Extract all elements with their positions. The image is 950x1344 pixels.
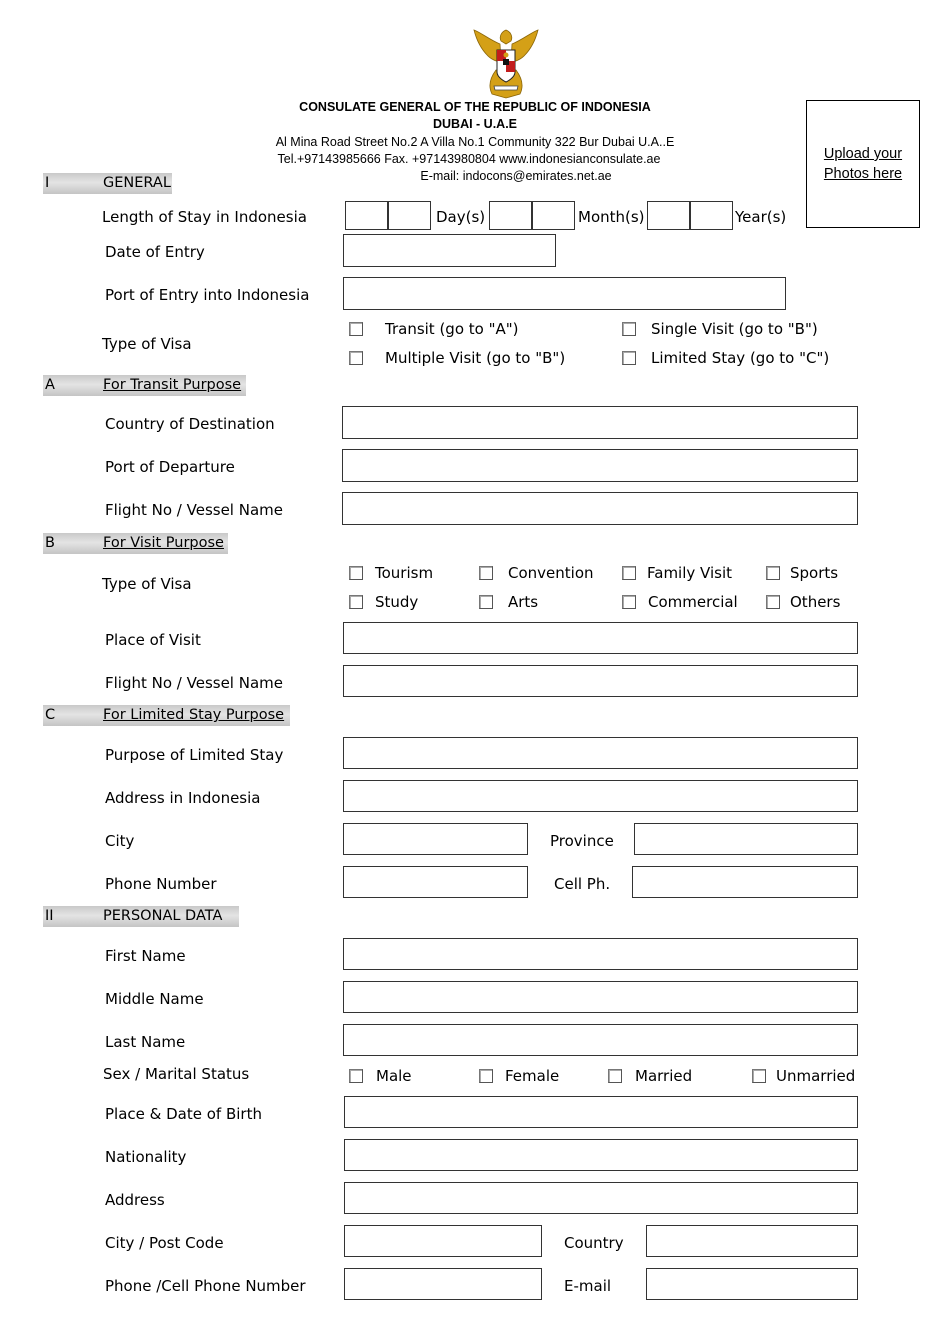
consulate-address: Al Mina Road Street No.2 A Villa No.1 Community 322 Bur Dubai U.A..E xyxy=(275,135,675,149)
visit-tourism-checkbox[interactable] xyxy=(349,566,363,580)
address-indonesia-label: Address in Indonesia xyxy=(105,789,261,807)
country-field[interactable] xyxy=(646,1225,858,1257)
country-of-destination-label: Country of Destination xyxy=(105,415,275,433)
photo-upload-area[interactable] xyxy=(806,100,920,228)
visit-sports-label: Sports xyxy=(790,564,839,582)
visit-arts-checkbox[interactable] xyxy=(479,595,493,609)
port-of-departure-field[interactable] xyxy=(342,449,858,482)
visit-tourism-label: Tourism xyxy=(375,564,434,582)
stay-day-digit-1[interactable] xyxy=(345,201,388,230)
visit-family-checkbox[interactable] xyxy=(622,566,636,580)
visa-limited-stay-label: Limited Stay (go to "C") xyxy=(651,349,830,367)
section-number: I xyxy=(45,175,50,191)
place-of-visit-field[interactable] xyxy=(343,622,858,654)
section-title: For Transit Purpose xyxy=(103,377,242,393)
nationality-label: Nationality xyxy=(105,1148,187,1166)
cell-ph-label: Cell Ph. xyxy=(554,875,611,893)
visit-commercial-label: Commercial xyxy=(648,593,738,611)
limited-city-field[interactable] xyxy=(343,823,528,855)
type-of-visa-label: Type of Visa xyxy=(102,335,192,353)
port-of-departure-label: Port of Departure xyxy=(105,458,235,476)
status-unmarried-checkbox[interactable] xyxy=(752,1069,766,1083)
visit-convention-label: Convention xyxy=(508,564,594,582)
cell-ph-field[interactable] xyxy=(632,866,858,898)
city-post-code-label: City / Post Code xyxy=(105,1234,224,1252)
consulate-contact: Tel.+97143985666 Fax. +97143980804 www.indonesianconsulate.ae xyxy=(277,152,661,166)
place-date-birth-label: Place & Date of Birth xyxy=(105,1105,262,1123)
section-visit-header xyxy=(43,533,228,554)
limited-phone-label: Phone Number xyxy=(105,875,217,893)
section-number: A xyxy=(45,377,55,393)
garuda-emblem-icon xyxy=(470,26,542,100)
visit-type-of-visa-label: Type of Visa xyxy=(102,575,192,593)
section-number: II xyxy=(45,908,54,924)
last-name-field[interactable] xyxy=(343,1024,858,1056)
purpose-limited-stay-field[interactable] xyxy=(343,737,858,769)
consulate-email: E-mail: indocons@emirates.net.ae xyxy=(420,169,612,183)
transit-flight-label: Flight No / Vessel Name xyxy=(105,501,284,519)
country-label: Country xyxy=(564,1234,624,1252)
visit-study-label: Study xyxy=(375,593,419,611)
section-number: B xyxy=(45,535,55,551)
sex-female-label: Female xyxy=(505,1067,560,1085)
visa-multiple-visit-label: Multiple Visit (go to "B") xyxy=(385,349,566,367)
sex-male-checkbox[interactable] xyxy=(349,1069,363,1083)
visit-commercial-checkbox[interactable] xyxy=(622,595,636,609)
status-married-label: Married xyxy=(635,1067,693,1085)
visa-transit-label: Transit (go to "A") xyxy=(385,320,519,338)
address-field[interactable] xyxy=(344,1182,858,1214)
section-title: PERSONAL DATA xyxy=(103,908,223,924)
visit-convention-checkbox[interactable] xyxy=(479,566,493,580)
visit-arts-label: Arts xyxy=(508,593,539,611)
stay-year-digit-2[interactable] xyxy=(690,201,733,230)
visit-flight-field[interactable] xyxy=(343,665,858,697)
middle-name-field[interactable] xyxy=(343,981,858,1013)
visit-sports-checkbox[interactable] xyxy=(766,566,780,580)
place-of-visit-label: Place of Visit xyxy=(105,631,201,649)
province-field[interactable] xyxy=(634,823,858,855)
sex-marital-label: Sex / Marital Status xyxy=(103,1065,250,1083)
purpose-limited-stay-label: Purpose of Limited Stay xyxy=(105,746,284,764)
province-label: Province xyxy=(550,832,614,850)
sex-male-label: Male xyxy=(376,1067,412,1085)
visit-flight-label: Flight No / Vessel Name xyxy=(105,674,284,692)
stay-year-digit-1[interactable] xyxy=(647,201,690,230)
section-personal-header xyxy=(43,906,239,927)
stay-month-digit-2[interactable] xyxy=(532,201,575,230)
port-of-entry-field[interactable] xyxy=(343,277,786,310)
photo-upload-line1: Upload your xyxy=(823,146,903,162)
middle-name-label: Middle Name xyxy=(105,990,204,1008)
length-of-stay-label: Length of Stay in Indonesia xyxy=(102,208,307,226)
limited-city-label: City xyxy=(105,832,135,850)
photo-upload-line2: Photos here xyxy=(823,166,903,182)
city-post-code-field[interactable] xyxy=(344,1225,542,1257)
status-unmarried-label: Unmarried xyxy=(776,1067,856,1085)
port-of-entry-label: Port of Entry into Indonesia xyxy=(105,286,310,304)
visit-study-checkbox[interactable] xyxy=(349,595,363,609)
sex-female-checkbox[interactable] xyxy=(479,1069,493,1083)
first-name-field[interactable] xyxy=(343,938,858,970)
visit-family-label: Family Visit xyxy=(647,564,732,582)
visit-others-label: Others xyxy=(790,593,841,611)
visa-limited-stay-checkbox[interactable] xyxy=(622,351,636,365)
consulate-city: DUBAI - U.A.E xyxy=(432,117,518,131)
visit-others-checkbox[interactable] xyxy=(766,595,780,609)
status-married-checkbox[interactable] xyxy=(608,1069,622,1083)
country-of-destination-field[interactable] xyxy=(342,406,858,439)
phone-cell-label: Phone /Cell Phone Number xyxy=(105,1277,306,1295)
section-general-header xyxy=(43,173,172,194)
visa-single-visit-label: Single Visit (go to "B") xyxy=(651,320,818,338)
section-limited-header xyxy=(43,705,290,726)
visa-single-visit-checkbox[interactable] xyxy=(622,322,636,336)
section-title: For Limited Stay Purpose xyxy=(103,707,285,723)
section-number: C xyxy=(45,707,56,723)
email-field[interactable] xyxy=(646,1268,858,1300)
transit-flight-field[interactable] xyxy=(342,492,858,525)
stay-month-digit-1[interactable] xyxy=(489,201,532,230)
months-label: Month(s) xyxy=(578,208,645,226)
last-name-label: Last Name xyxy=(105,1033,186,1051)
date-of-entry-field[interactable] xyxy=(343,234,556,267)
address-indonesia-field[interactable] xyxy=(343,780,858,812)
days-label: Day(s) xyxy=(436,208,486,226)
years-label: Year(s) xyxy=(735,208,787,226)
first-name-label: First Name xyxy=(105,947,186,965)
limited-phone-field[interactable] xyxy=(343,866,528,898)
place-date-birth-field[interactable] xyxy=(344,1096,858,1128)
stay-day-digit-2[interactable] xyxy=(388,201,431,230)
section-title: GENERAL xyxy=(103,175,171,191)
visa-multiple-visit-checkbox[interactable] xyxy=(349,351,363,365)
section-transit-header xyxy=(43,375,246,396)
address-label: Address xyxy=(105,1191,165,1209)
email-label: E-mail xyxy=(564,1277,612,1295)
section-title: For Visit Purpose xyxy=(103,535,224,551)
consulate-title: CONSULATE GENERAL OF THE REPUBLIC OF INDONESIA xyxy=(299,100,651,114)
nationality-field[interactable] xyxy=(344,1139,858,1171)
date-of-entry-label: Date of Entry xyxy=(105,243,205,261)
visa-transit-checkbox[interactable] xyxy=(349,322,363,336)
phone-cell-field[interactable] xyxy=(344,1268,542,1300)
